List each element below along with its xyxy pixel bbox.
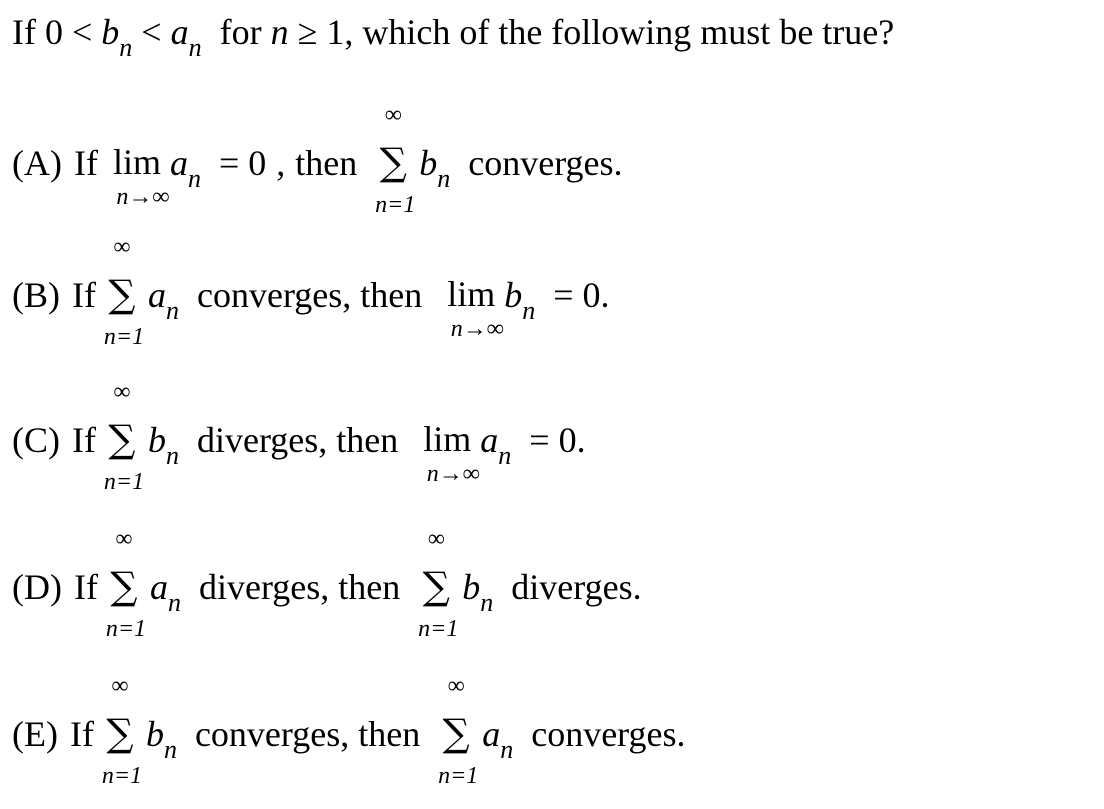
option-d-b-sub: n	[480, 588, 494, 617]
sum-upper: ∞	[384, 102, 402, 128]
option-e-label: (E)	[12, 714, 58, 754]
option-c-b-sub: n	[165, 441, 179, 470]
sum-sign: ∑	[106, 711, 134, 755]
option-d-a-sub: n	[167, 588, 181, 617]
question-stem	[12, 10, 895, 62]
option-e-a: a	[482, 714, 501, 754]
option-c-b: b	[147, 420, 166, 460]
lim-under: n→∞	[116, 184, 170, 210]
sum-lower: n=1	[438, 763, 479, 789]
stem-b: b	[101, 12, 120, 52]
sum-sign: ∑	[442, 711, 470, 755]
option-b-a: a	[147, 275, 166, 315]
option-b-mid: converges, then	[196, 275, 423, 315]
option-a[interactable]	[12, 88, 633, 238]
lim-word: lim	[112, 142, 161, 182]
option-a-end: converges.	[468, 143, 623, 183]
option-b-sum	[100, 220, 144, 370]
stem-zero: 0	[44, 12, 63, 52]
option-d-a: a	[149, 567, 168, 607]
stem-geq: ≥	[297, 12, 318, 52]
option-a-b: b	[419, 143, 438, 183]
option-e[interactable]	[12, 659, 696, 809]
sum-upper: ∞	[113, 379, 131, 405]
stem-one: 1,	[326, 12, 354, 52]
sum-sign: ∑	[379, 140, 407, 184]
option-b-a-sub: n	[165, 296, 179, 325]
sum-sign: ∑	[110, 564, 138, 608]
option-c-a-sub: n	[498, 441, 512, 470]
sum-sign: ∑	[108, 272, 136, 316]
option-c-if: If	[72, 420, 96, 460]
option-b-label: (B)	[12, 275, 60, 315]
option-e-if: If	[69, 714, 94, 754]
sum-lower: n=1	[103, 324, 145, 350]
sum-sign: ∑	[422, 564, 450, 608]
option-b-end: = 0.	[553, 275, 610, 315]
stem-rest: which of the following must be true?	[362, 12, 895, 52]
option-c-limit	[418, 365, 480, 515]
option-e-sum-a	[434, 659, 478, 809]
option-a-comma: ,	[276, 143, 286, 183]
sum-upper: ∞	[115, 526, 133, 552]
option-c[interactable]	[12, 365, 596, 515]
option-a-sum	[371, 88, 415, 238]
option-e-sum-b	[98, 659, 142, 809]
sum-lower: n=1	[375, 192, 416, 218]
option-d-sum-a	[102, 512, 146, 662]
option-a-b-sub: n	[437, 164, 451, 193]
option-a-equals: = 0	[218, 143, 267, 183]
sum-lower: n=1	[418, 616, 459, 642]
lim-word: lim	[423, 419, 472, 459]
sum-upper: ∞	[113, 234, 131, 260]
lim-word: lim	[447, 274, 496, 314]
option-e-b-sub: n	[163, 735, 177, 764]
option-c-label: (C)	[12, 420, 60, 460]
option-e-end: converges.	[531, 714, 686, 754]
stem-lt-2: <	[141, 12, 162, 52]
option-c-mid: diverges, then	[196, 420, 399, 460]
stem-n: n	[270, 12, 289, 52]
option-e-b: b	[145, 714, 164, 754]
option-b-b: b	[504, 275, 523, 315]
stem-if: If	[12, 12, 36, 52]
option-d-b: b	[462, 567, 481, 607]
option-b-if: If	[72, 275, 96, 315]
option-c-end: = 0.	[529, 420, 586, 460]
option-c-sum	[100, 365, 144, 515]
stem-lt-1: <	[71, 12, 93, 52]
option-a-a: a	[169, 143, 188, 183]
option-b-limit	[442, 220, 504, 370]
option-c-a: a	[480, 420, 499, 460]
lim-under: n→∞	[450, 316, 504, 342]
option-d-if: If	[73, 567, 98, 607]
stem-a-sub: n	[188, 33, 202, 62]
option-d-mid: diverges, then	[198, 567, 401, 607]
stem-b-sub: n	[119, 33, 133, 62]
option-b[interactable]	[12, 220, 620, 370]
sum-lower: n=1	[101, 763, 143, 789]
sum-upper: ∞	[427, 526, 445, 552]
option-a-then: then	[295, 143, 358, 183]
option-a-a-sub: n	[187, 164, 201, 193]
option-a-if: If	[73, 143, 98, 183]
sum-upper: ∞	[447, 673, 465, 699]
option-e-a-sub: n	[500, 735, 514, 764]
stem-for: for	[219, 12, 262, 52]
option-e-mid: converges, then	[194, 714, 421, 754]
sum-lower: n=1	[103, 469, 145, 495]
option-a-label: (A)	[12, 143, 62, 183]
sum-upper: ∞	[111, 673, 129, 699]
option-b-b-sub: n	[522, 296, 536, 325]
option-a-limit	[108, 88, 170, 238]
option-d[interactable]	[12, 512, 652, 662]
option-d-sum-b	[414, 512, 458, 662]
lim-under: n→∞	[426, 461, 480, 487]
option-d-label: (D)	[12, 567, 62, 607]
sum-lower: n=1	[105, 616, 147, 642]
stem-a: a	[170, 12, 189, 52]
option-d-end: diverges.	[511, 567, 642, 607]
sum-sign: ∑	[108, 417, 136, 461]
